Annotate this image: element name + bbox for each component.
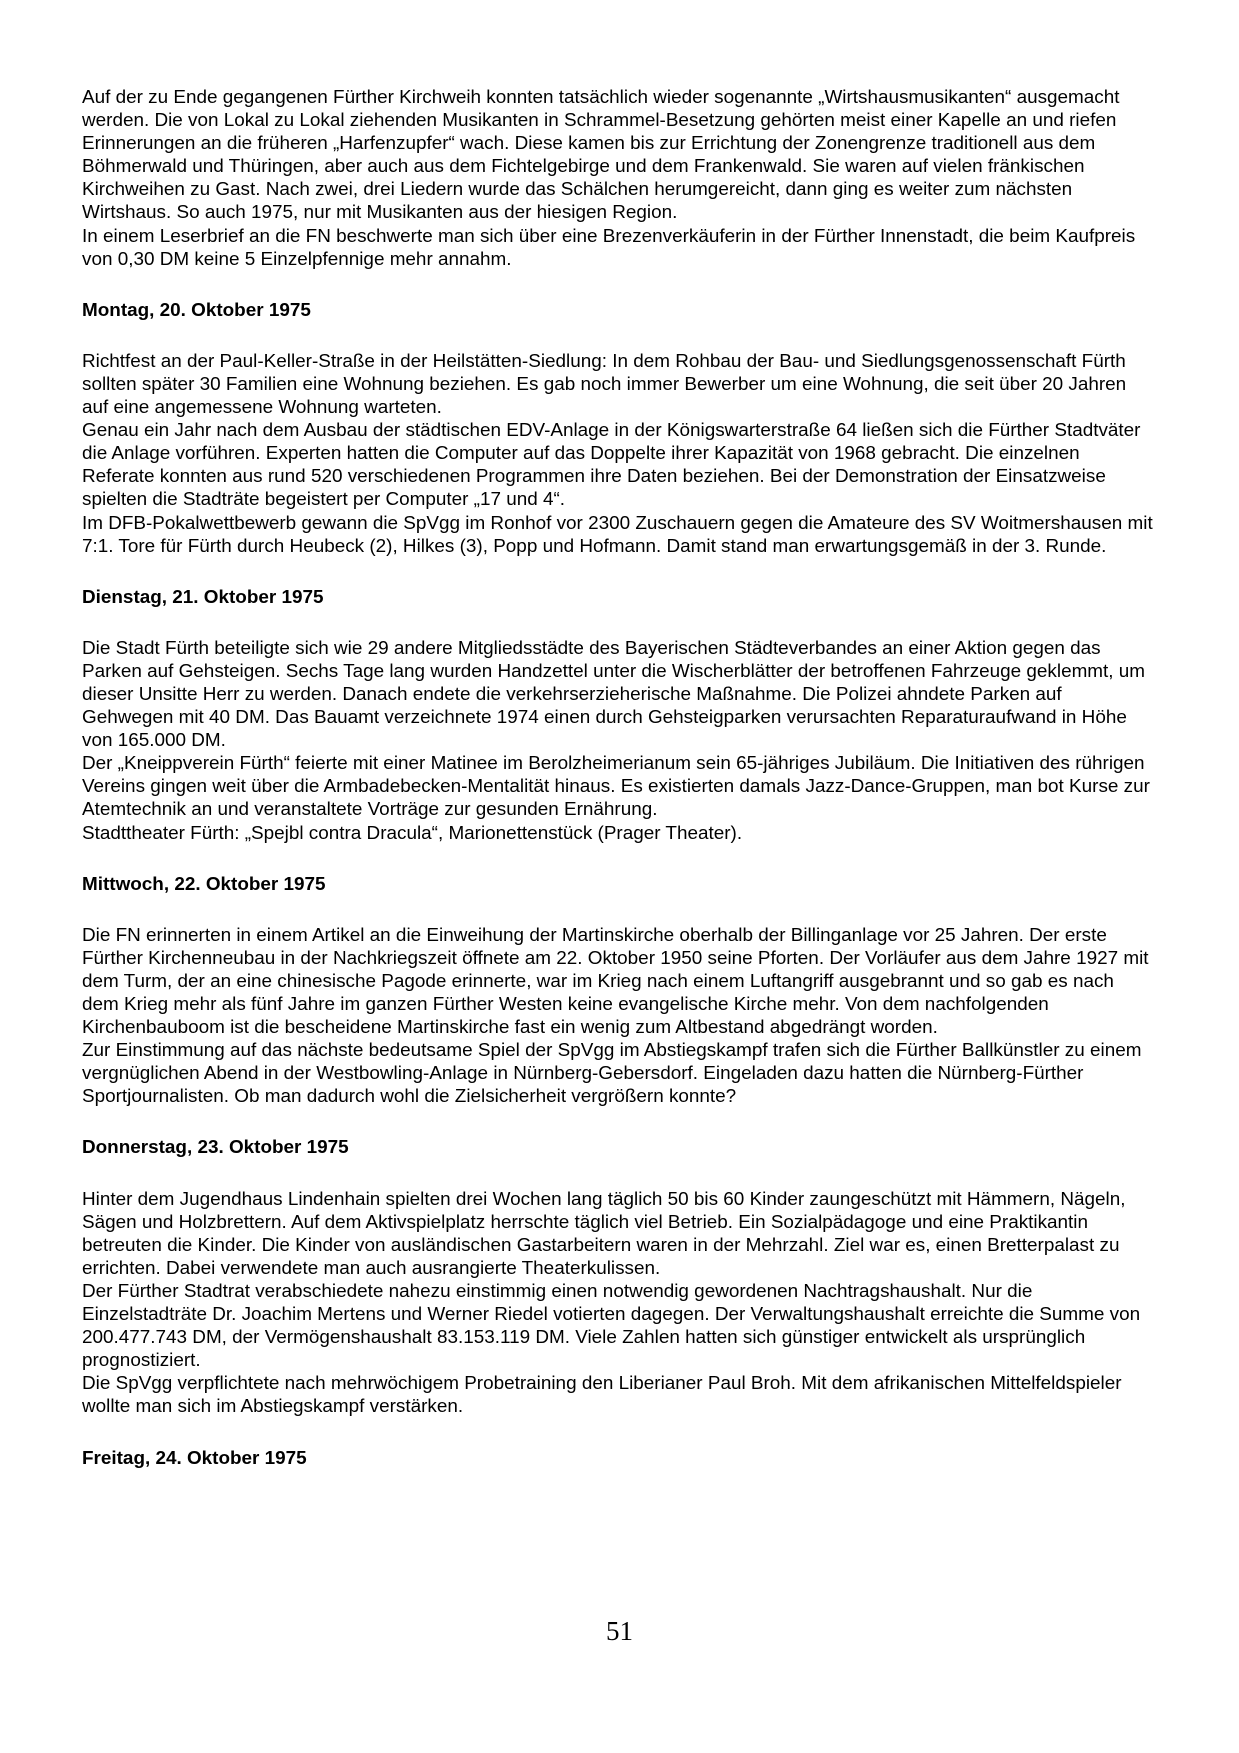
- paragraph-gehsteig-parken: Die Stadt Fürth beteiligte sich wie 29 andere Mitgliedsstädte des Bayerischen Städteverbandes an einer Aktion gegen das Parken auf Gehsteigen. Sechs Tage lang wurden Handzettel unter die Wischerblätter der betroffenen Fahrzeuge geklemmt, um dieser Unsitte Herr zu werden. Danach endete die verkehrserzieherische Maßnahme. Die Polizei ahndete Parken auf Gehwegen mit 40 DM. Das Bauamt verzeichnete 1974 einen durch Gehsteigparken verursachten Reparaturaufwand in Höhe von 165.000 DM.: [82, 637, 1146, 752]
- paragraph-edv-anlage: Genau ein Jahr nach dem Ausbau der städtischen EDV-Anlage in der Königswarterstraße 64 ließen sich die Fürther Stadtväter die Anlage vorführen. Experten hatten die Computer auf das Doppelte ihrer Kapazität von 1968 gebracht. Die einzelnen Referate konnten aus rund 520 verschiedenen Programmen ihre Daten beziehen. Bei der Demonstration der Einsatzweise spielten die Stadträte begeistert per Computer „17 und 4“.: [82, 420, 1141, 511]
- paragraph-nachtragshaushalt: Der Fürther Stadtrat verabschiedete nahezu einstimmig einen notwendig gewordenen Nachtragshaushalt. Nur die Einzelstadträte Dr. Joachim Mertens und Werner Riedel votierten dagegen. Der Verwaltungshaushalt erreichte die Summe von 200.477.743 DM, der Vermögenshaushalt 83.153.119 DM. Viele Zahlen hatten sich günstiger entwickelt als ursprünglich prognostiziert.: [82, 1280, 1141, 1372]
- paragraph-dfb-pokal: Im DFB-Pokalwettbewerb gewann die SpVgg im Ronhof vor 2300 Zuschauern gegen die Amateure des SV Woitmershausen mit 7:1. Tore für Fürth durch Heubeck (2), Hilkes (3), Popp und Hofmann. Damit stand man erwartungsgemäß in der 3. Runde.: [82, 512, 1153, 557]
- paragraph-westbowling: Zur Einstimmung auf das nächste bedeutsame Spiel der SpVgg im Abstiegskampf trafen sich die Fürther Ballkünstler zu einem vergnüglichen Abend in der Westbowling-Anlage in Nürnberg-Gebersdorf. Eingeladen dazu hatten die Nürnberg-Fürther Sportjournalisten. Ob man dadurch wohl die Zielsicherheit vergrößern konnte?: [82, 1040, 1142, 1108]
- paragraph-martinskirche: Die FN erinnerten in einem Artikel an die Einweihung der Martinskirche oberhalb der Billinganlage vor 25 Jahren. Der erste Fürther Kirchenneubau in der Nachkriegszeit öffnete am 22. Oktober 1950 seine Pforten. Der Vorläufer aus dem Jahre 1927 mit dem Turm, der an eine chinesische Pagode erinnerte, war im Krieg nach einem Luftangriff ausgebrannt und so gab es nach dem Krieg mehr als fünf Jahre im ganzen Fürther Westen keine evangelische Kirche mehr. Von dem nachfolgenden Kirchenbauboom ist die bescheidene Martinskirche fast ein wenig zum Altbestand abgedrängt worden.: [82, 924, 1149, 1039]
- heading-mittwoch-22-oktober-1975: Mittwoch, 22. Oktober 1975: [82, 873, 326, 895]
- heading-dienstag-21-oktober-1975: Dienstag, 21. Oktober 1975: [82, 586, 324, 608]
- heading-donnerstag-23-oktober-1975: Donnerstag, 23. Oktober 1975: [82, 1137, 349, 1159]
- heading-montag-20-oktober-1975: Montag, 20. Oktober 1975: [82, 299, 311, 321]
- page-footer: [0, 1616, 1239, 1646]
- paragraph-leserbrief-brezenverkaeuferin: In einem Leserbrief an die FN beschwerte man sich über eine Brezenverkäuferin in der Fürther Innenstadt, die beim Kaufpreis von 0,30 DM keine 5 Einzelpfennige mehr annahm.: [82, 225, 1136, 270]
- page-number: 51: [606, 1616, 633, 1646]
- heading-freitag-24-oktober-1975: Freitag, 24. Oktober 1975: [82, 1447, 307, 1469]
- paragraph-kneippverein: Der „Kneippverein Fürth“ feierte mit einer Matinee im Berolzheimerianum sein 65-jähriges Jubiläum. Die Initiativen des rührigen Vereins gingen weit über die Armbadebecken-Mentalität hinaus. Es existierten damals Jazz-Dance-Gruppen, man bot Kurse zur Atemtechnik an und veranstaltete Vorträge zur gesunden Ernährung.: [82, 753, 1150, 821]
- paragraph-stadttheater: Stadttheater Fürth: „Spejbl contra Dracula“, Marionettenstück (Prager Theater).: [82, 822, 743, 844]
- page-content: [82, 86, 1154, 1498]
- paragraph-richtfest-heilstaetten: Richtfest an der Paul-Keller-Straße in der Heilstätten-Siedlung: In dem Rohbau der Bau- und Siedlungsgenossenschaft Fürth sollten später 30 Familien eine Wohnung beziehen. Es gab noch immer Bewerber um eine Wohnung, die seit über 20 Jahren auf eine angemessene Wohnung warteten.: [82, 350, 1127, 419]
- paragraph-paul-broh: Die SpVgg verpflichtete nach mehrwöchigem Probetraining den Liberianer Paul Broh. Mit dem afrikanischen Mittelfeldspieler wollte man sich im Abstiegskampf verstärken.: [82, 1373, 1122, 1418]
- paragraph-kirchweih-musikanten: Auf der zu Ende gegangenen Fürther Kirchweih konnten tatsächlich wieder sogenannte „Wirtshausmusikanten“ ausgemacht werden. Die von Lokal zu Lokal ziehenden Musikanten in Schrammel-Besetzung gehörten meist einer Kapelle an und riefen Erinnerungen an die früheren „Harfenzupfer“ wach. Diese kamen bis zur Errichtung der Zonengrenze traditionell aus dem Böhmerwald und Thüringen, aber auch aus dem Fichtelgebirge und dem Frankenwald. Sie waren auf vielen fränkischen Kirchweihen zu Gast. Nach zwei, drei Liedern wurde das Schälchen herumgereicht, dann ging es weiter zum nächsten Wirtshaus. So auch 1975, nur mit Musikanten aus der hiesigen Region.: [82, 87, 1120, 224]
- paragraph-jugendhaus-lindenhain: Hinter dem Jugendhaus Lindenhain spielten drei Wochen lang täglich 50 bis 60 Kinder zaungeschützt mit Hämmern, Nägeln, Sägen und Holzbrettern. Auf dem Aktivspielplatz herrschte täglich viel Betrieb. Ein Sozialpädagoge und eine Praktikantin betreuten die Kinder. Die Kinder von ausländischen Gastarbeitern waren in der Mehrzahl. Ziel war es, einen Bretterpalast zu errichten. Dabei verwendete man auch ausrangierte Theaterkulissen.: [82, 1188, 1126, 1279]
